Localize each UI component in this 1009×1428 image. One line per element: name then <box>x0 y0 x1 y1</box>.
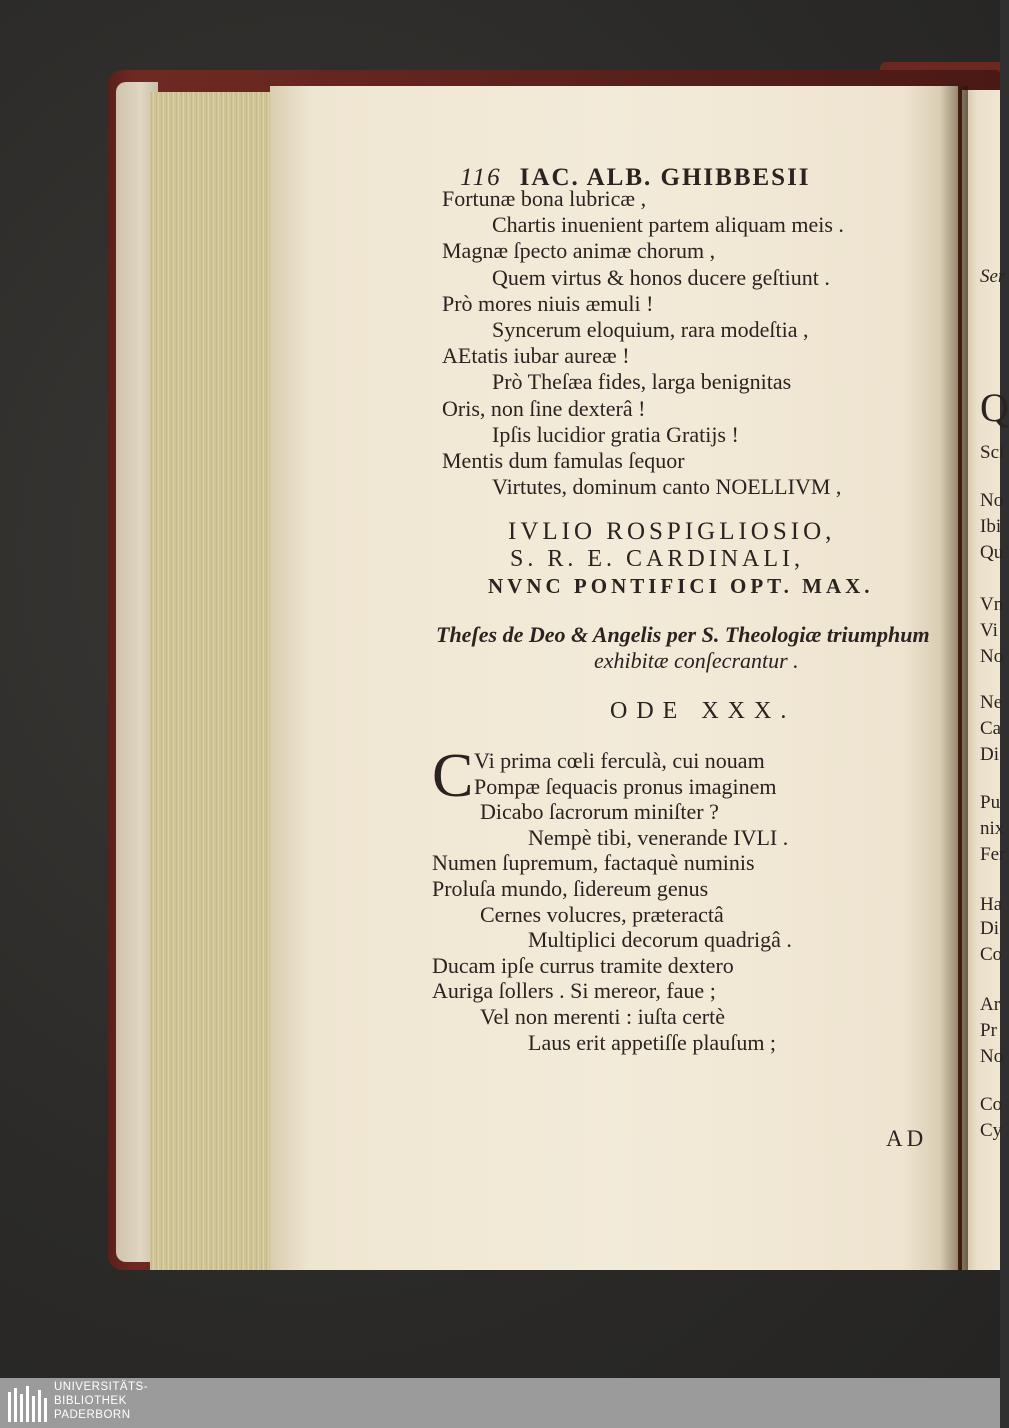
drop-cap: C <box>432 742 474 810</box>
right-page-fragment: Q <box>980 385 1009 430</box>
library-footer <box>0 1378 1000 1428</box>
right-page-fragment: Di <box>980 744 999 765</box>
poem-line: Mentis dum famulas ſequor <box>442 448 685 473</box>
poem-line: AEtatis iubar aureæ ! <box>442 343 630 369</box>
library-name-line-1: UNIVERSITÄTS- <box>54 1381 149 1393</box>
ode-line: Cernes volucres, præteractâ <box>480 901 724 927</box>
ode-line: Auriga ſollers . Si mereor, faue ; <box>432 978 716 1004</box>
right-page-fragment: No <box>980 1046 1004 1067</box>
right-page-fragment: Vi <box>980 620 998 641</box>
right-page-fragment: Cy <box>980 1120 1003 1141</box>
right-page-fragment: Ne <box>980 692 1003 713</box>
ode-line: Multiplici decorum quadrigâ . <box>528 927 792 953</box>
ode-line: Proluſa mundo, ſidereum genus <box>432 876 709 901</box>
ode-line: Laus erit appetiſſe plauſum ; <box>528 1029 777 1055</box>
right-page-fragment: Vn <box>980 594 1004 615</box>
page-block-edge <box>150 92 270 1270</box>
poem-line: Chartis inuenient partem aliquam meis . <box>492 212 844 238</box>
library-name <box>54 1380 148 1422</box>
right-page-fragment: No <box>980 490 1004 511</box>
poem-line: Syncerum eloquium, rara modeſtia , <box>492 317 809 342</box>
ode-line: Pompæ ſequacis pronus imaginem <box>474 773 777 799</box>
catchword: AD <box>886 1126 928 1151</box>
right-page-fragment: Ha <box>980 894 1003 915</box>
right-page-fragment: Di <box>980 918 999 939</box>
dedication-line-3: NVNC PONTIFICI OPT. MAX. <box>488 574 874 598</box>
dedication-line-2: S. R. E. CARDINALI, <box>510 546 805 572</box>
ode-title: ODE XXX. <box>610 698 796 724</box>
ode-line: Nempè tibi, venerande IVLI . <box>528 824 789 850</box>
right-page-fragment: Qu <box>980 542 1004 563</box>
poem-line: Ipſis lucidior gratia Gratijs ! <box>492 421 739 447</box>
poem-line: Prò mores niuis æmuli ! <box>442 290 654 316</box>
page-number: 116 <box>460 164 502 191</box>
library-logo-icon <box>6 1384 52 1424</box>
right-page-fragment: Fer <box>980 844 1006 865</box>
poem-line: Quem virtus & honos ducere geſtiunt . <box>492 264 830 290</box>
ode-line: Vel non merenti : iuſta certè <box>480 1004 725 1029</box>
right-page-fragment: Co <box>980 1094 1003 1115</box>
ode-line: Vi prima cœli ferculà, cui nouam <box>474 748 765 773</box>
poem-line: Virtutes, dominum canto NOELLIVM , <box>492 474 842 500</box>
poem-line: Prò Theſæa fides, larga benignitas <box>492 369 792 395</box>
right-page-fragment: No <box>980 646 1004 667</box>
library-name-line-3: PADERBORN <box>54 1409 131 1421</box>
poem-line: Magnæ ſpecto animæ chorum , <box>442 238 716 264</box>
right-page-fragment: Ar <box>980 994 1001 1015</box>
right-page-fragment: Co <box>980 944 1003 965</box>
ode-line: Numen ſupremum, factaquè numinis <box>432 850 755 876</box>
right-page-fragment: Ca <box>980 718 1002 739</box>
right-page-fragment: nix <box>980 818 1005 839</box>
theses-line-1: Theſes de Deo & Angelis per S. Theologiæ triumphum <box>436 622 930 647</box>
right-page-fragment: Ibi <box>980 516 1002 537</box>
theses-line-2: exhibitæ conſecrantur . <box>594 648 799 673</box>
poem-line: Fortunæ bona lubricæ , <box>442 186 647 211</box>
right-page-fragment: Sci <box>980 442 1005 463</box>
running-head-title: IAC. ALB. GHIBBESII <box>519 164 811 191</box>
dedication-line-1: IVLIO ROSPIGLIOSIO, <box>508 518 836 545</box>
gutter-shadow <box>940 86 968 1270</box>
poem-line: Oris, non ſine dexterâ ! <box>442 395 646 421</box>
right-page-fragment: Pr <box>980 1020 997 1041</box>
right-page-fragment: Ser <box>980 266 1006 287</box>
ode-line: Dicabo ſacrorum miniſter ? <box>480 799 719 825</box>
right-page-fragment: Pu <box>980 792 1001 813</box>
ode-line: Ducam ipſe currus tramite dextero <box>432 952 734 978</box>
library-name-line-2: BIBLIOTHEK <box>54 1395 127 1407</box>
